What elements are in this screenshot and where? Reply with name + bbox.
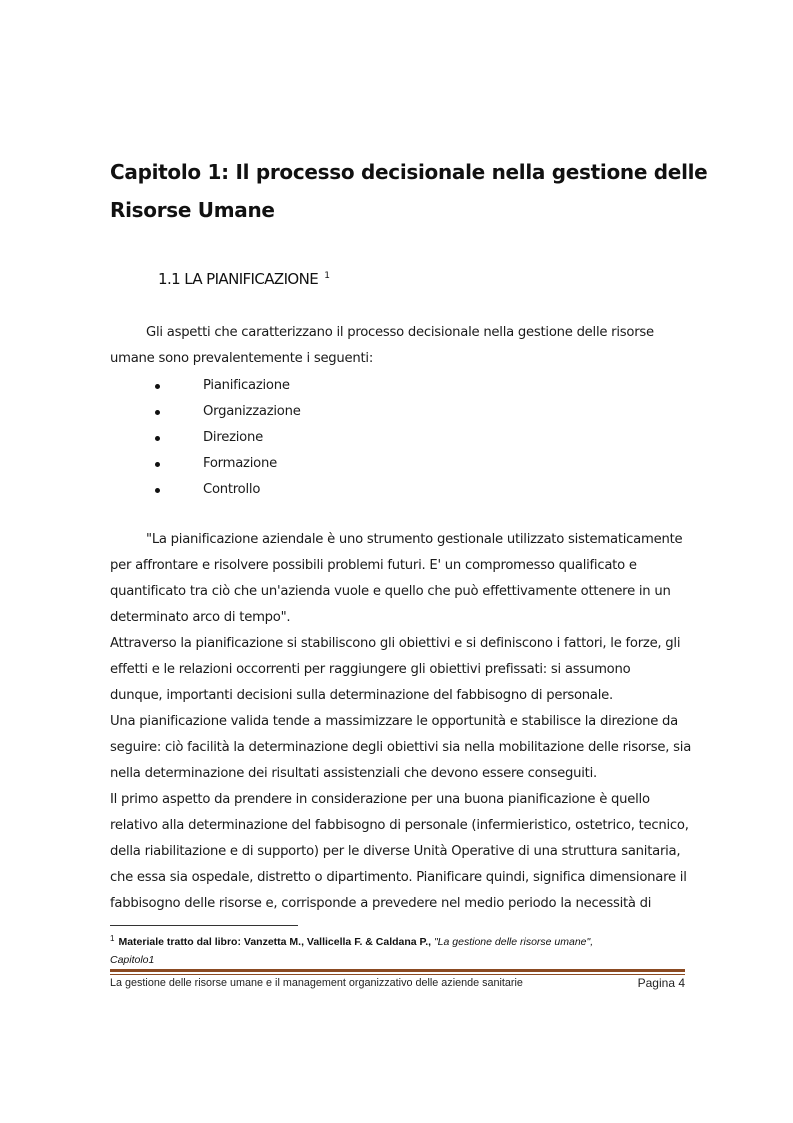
text-line: che essa sia ospedale, distretto o dipartimento. Pianificare quindi, significa dimensionare il: [110, 870, 687, 885]
chapter-title-line-1: Capitolo 1: Il processo decisionale nella gestione delle: [110, 160, 708, 184]
footnote-number: 1: [110, 934, 115, 943]
text-line: relativo alla determinazione del fabbisogno di personale (infermieristico, ostetrico, tecnico,: [110, 818, 689, 833]
footnote-reference[interactable]: 1: [324, 271, 330, 281]
text-line: "La pianificazione aziendale è uno strumento gestionale utilizzato sistematicamente: [146, 532, 683, 547]
bullet-icon: [155, 462, 160, 467]
text-line: seguire: ciò facilità la determinazione degli obiettivi sia nella mobilitazione delle risorse, sia: [110, 740, 692, 755]
section-heading: [158, 270, 329, 288]
footnote-book-title: "La gestione delle risorse umane",: [433, 936, 594, 948]
text-line: della riabilitazione e di supporto) per le diverse Unità Operative di una struttura sanitaria,: [110, 844, 681, 859]
footer-rule-thin: [110, 974, 685, 975]
chapter-title-line-2: Risorse Umane: [110, 198, 275, 222]
text-line: effetti e le relazioni occorrenti per raggiungere gli obiettivi prefissati: si assumono: [110, 662, 631, 677]
footnote: [110, 930, 685, 969]
footnote-line-2: Capitolo1: [110, 954, 155, 966]
text-line: per affrontare e risolvere possibili problemi futuri. E' un compromesso qualificato e: [110, 558, 637, 573]
footnote-source: Materiale tratto dal libro: Vanzetta M., Vallicella F. & Caldana P.,: [118, 936, 432, 948]
footer-document-title: La gestione delle risorse umane e il management organizzativo delle aziende sanitarie: [110, 977, 523, 989]
bullet-icon: [155, 384, 160, 389]
bullet-icon: [155, 410, 160, 415]
body-paragraph: [110, 527, 692, 917]
document-page: Capitolo 1: Il processo decisionale nella gestione delle Risorse Umane 1.1 LA PIANIFICAZIONE $^1$ Gli aspetti che caratterizzano il processo decisionale nella gestione delle risorse umane sono prevalentemente i seguenti: Pianificazione Organizzazione Direzione Formazione Controllo "La pianificazione aziendale è uno strumento gestionale utilizzato sistematicamente per affrontare e risolvere possibili problemi futuri. E' un compromesso qualificato e quantificato tra ciò che un'azienda vuole e quello che può effettivamente ottenere in un determinato arco di tempo". Attraverso la pianificazione si stabiliscono gli obiettivi e si definiscono i fattori, le forze, gli effetti e le relazioni occorrenti per raggiungere gli obiettivi prefissati: si assumono dunque, importanti decisioni sulla determinazione del fabbisogno di personale. Una pianificazione valida tende a massimizzare le opportunità e stabilisce la direzione da seguire: ciò facilità la determinazione degli obiettivi sia nella mobilitazione delle risorse, sia nella determinazione dei risultati assistenziali che devono essere conseguiti. Il primo aspetto da prendere in considerazione per una buona pianificazione è quello relativo alla determinazione del fabbisogno di personale (infermieristico, ostetrico, tecnico, della riabilitazione e di supporto) per le diverse Unità Operative di una struttura sanitaria, che essa sia ospedale, distretto o dipartimento. Pianificare quindi, significa dimensionare il fabbisogno delle risorse e, corrisponde a prevedere nel medio periodo la necessità di $^1$ Materiale tratto dal libro: Vanzetta M., Vallicella F. & Caldana P., "La gestione delle risorse umane", Capitolo1 La gestione delle risorse umane e il management organizzativo delle aziende sanitarie Pagina 4: [0, 0, 793, 1123]
footnote-separator: [110, 925, 298, 926]
text-line: fabbisogno delle risorse e, corrisponde a prevedere nel medio periodo la necessità di: [110, 896, 652, 911]
footer-page-number: Pagina 4: [637, 976, 685, 990]
text-line: quantificato tra ciò che un'azienda vuole e quello che può effettivamente ottenere in un: [110, 584, 671, 599]
footnote-line-1: [110, 930, 685, 951]
bullet-icon: [155, 436, 160, 441]
text-line: Una pianificazione valida tende a massimizzare le opportunità e stabilisce la direzione da: [110, 714, 679, 729]
text-line: Il primo aspetto da prendere in considerazione per una buona pianificazione è quello: [110, 792, 650, 807]
chapter-title: [110, 153, 710, 229]
text-line: Attraverso la pianificazione si stabiliscono gli obiettivi e si definiscono i fattori, le forze, gli: [110, 636, 681, 651]
text-line: nella determinazione dei risultati assistenziali che devono essere conseguiti.: [110, 766, 597, 781]
text-line: dunque, importanti decisioni sulla determinazione del fabbisogno di personale.: [110, 688, 613, 703]
footer-rule: [110, 969, 685, 972]
text-line: umane sono prevalentemente i seguenti:: [110, 351, 374, 366]
bullet-icon: [155, 488, 160, 493]
intro-paragraph: [110, 320, 685, 372]
text-line: determinato arco di tempo".: [110, 610, 291, 625]
section-heading-text: 1.1 LA PIANIFICAZIONE: [158, 270, 319, 288]
text-line: Gli aspetti che caratterizzano il processo decisionale nella gestione delle risorse: [146, 325, 654, 340]
